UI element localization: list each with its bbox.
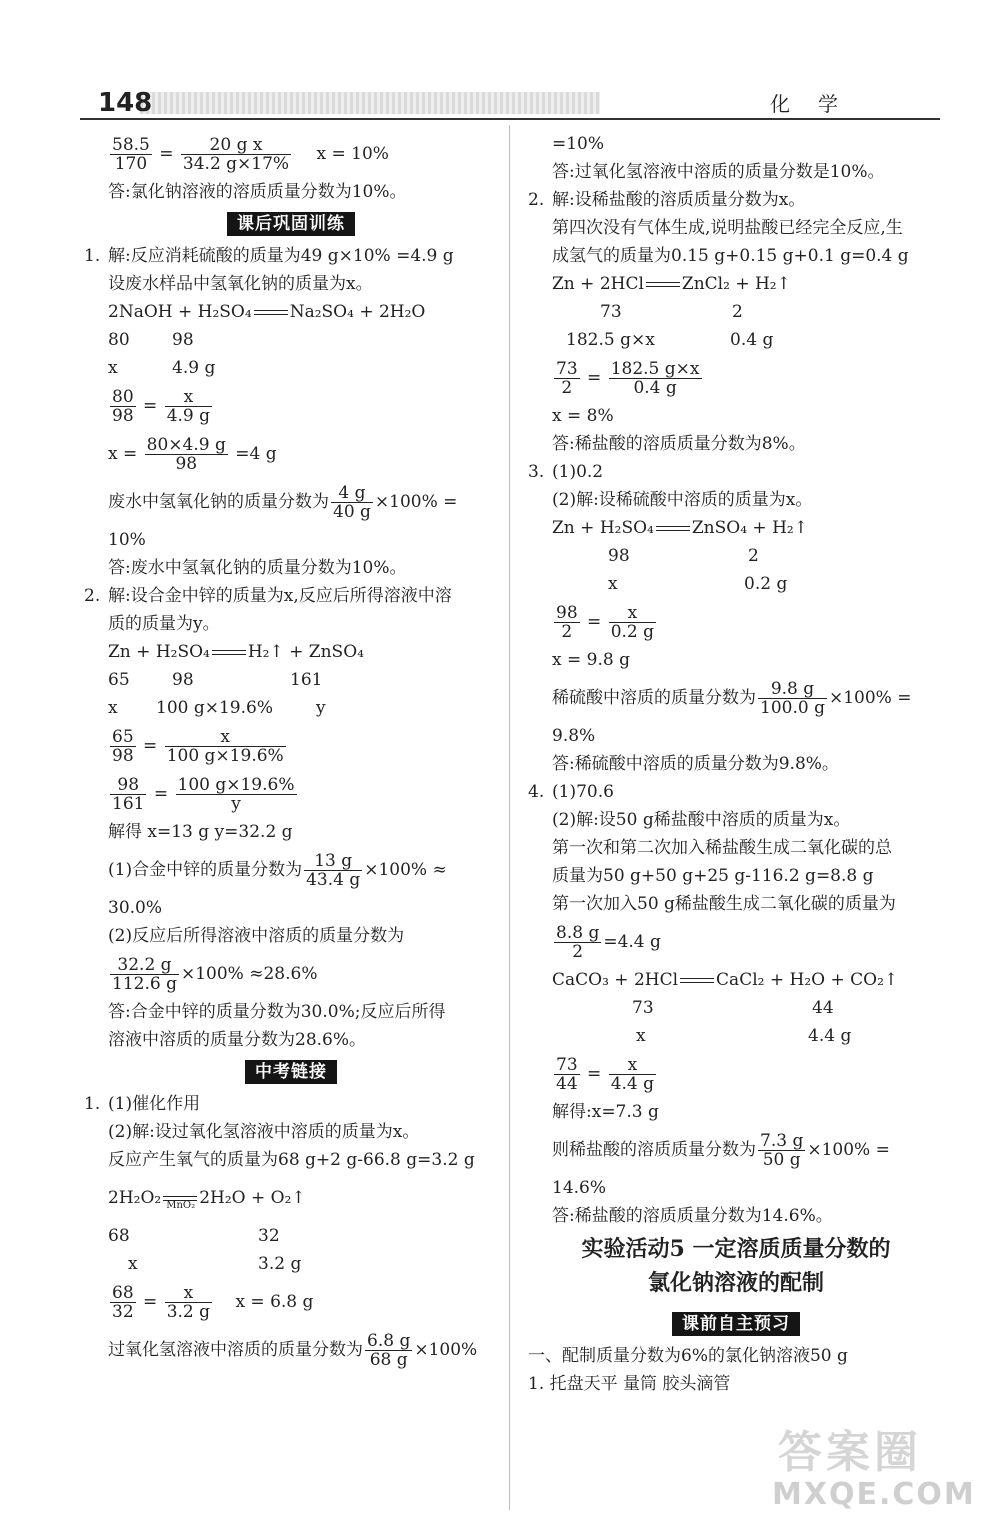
answer-line: 答:氯化钠溶液的溶质质量分数为10%。 — [108, 182, 407, 202]
header-rule — [80, 118, 940, 120]
fraction: $\frac{58.5}{170}$ — [112, 135, 150, 174]
watermark-url: MXQE.COM — [772, 1477, 976, 1512]
question-4-line: 4. (1)70.6 — [528, 782, 614, 802]
question-2-line: 2. 解:设合金中锌的质量为x,反应后所得溶液中溶 — [84, 586, 452, 606]
ratio-row: 98 2 — [608, 546, 759, 566]
solution-line: 解得:x=7.3 g — [552, 1102, 659, 1122]
text-line: 反应产生氧气的质量为68 g+2 g-66.8 g=3.2 g — [108, 1150, 475, 1170]
text-line: (2)解:设稀硫酸中溶质的质量为x。 — [552, 490, 813, 510]
ratio-row: 73 44 — [632, 998, 834, 1018]
proportion: $\frac{73}{2}$ = $\frac{182.5 g\times x}{0.4 g}$ — [556, 359, 700, 398]
watermark-logo — [772, 1416, 976, 1512]
text-line: 一、配制质量分数为6%的氯化钠溶液50 g — [528, 1346, 848, 1366]
exam-question-1: 1. (1)催化作用 — [84, 1094, 201, 1114]
solution-line: 解得 x=13 g y=32.2 g — [108, 822, 293, 842]
chemical-equation: Zn + H₂SO₄ H₂↑ + ZnSO₄ — [108, 642, 364, 662]
subject-title: 化学 — [770, 92, 866, 116]
text-line: 质的质量为y。 — [108, 614, 220, 634]
section-banner-exam-link: 中考链接 — [84, 1054, 498, 1090]
fraction-line: $\frac{58.5}{170}$ = $\frac{\text{20 g x}}{34.2 g\times 17\%}$ x = 10% — [112, 135, 389, 174]
text-line: (2)解:设过氧化氢溶液中溶质的质量为x。 — [108, 1122, 420, 1142]
percent-line: 则稀盐酸的溶质质量分数为 $\frac{7.3 g}{50 g}$ ×100% = — [552, 1131, 890, 1170]
percent-line: 过氧化氢溶液中溶质的质量分数为 $\frac{6.8 g}{68 g}$ ×100% — [108, 1331, 478, 1370]
answer-line: 溶液中溶质的质量分数为28.6%。 — [108, 1030, 367, 1050]
chemical-equation: 2H₂O₂ MnO₂ 2H₂O + O₂↑ — [108, 1188, 306, 1211]
percent-line: 稀硫酸中溶质的质量分数为 $\frac{9.8 g}{100.0 g}$ ×100% = — [552, 679, 912, 718]
left-column — [84, 130, 498, 1374]
chemical-equation: 2NaOH + H₂SO₄ Na₂SO₄ + 2H₂O — [108, 302, 426, 322]
fraction: $\frac{\text{20 g x}}{34.2 g\times 17\%}$ — [182, 135, 290, 174]
percent-line: (1)合金中锌的质量分数为 $\frac{13 g}{43.4 g}$ ×100% ≈ — [108, 851, 447, 890]
text-line: 质量为50 g+50 g+25 g-116.2 g=8.8 g — [552, 866, 874, 886]
page-header — [80, 86, 940, 120]
section-title-line-2: 氯化钠溶液的配制 — [647, 1270, 824, 1296]
ratio-row: 65 98 161 — [108, 670, 323, 690]
text-line: (2)解:设50 g稀盐酸中溶质的质量为x。 — [552, 810, 851, 830]
percent-line: 废水中氢氧化钠的质量分数为 $\frac{4 g}{40 g}$ ×100% = — [108, 483, 458, 522]
text-line: 第一次加入50 g稀盐酸生成二氧化碳的质量为 — [552, 894, 896, 914]
ratio-row: x 3.2 g — [128, 1254, 302, 1274]
answer-line: 答:废水中氢氧化钠的质量分数为10%。 — [108, 558, 407, 578]
text-line: 设废水样品中氢氧化钠的质量为x。 — [108, 274, 373, 294]
answer-line: 答:稀硫酸中溶质的质量分数为9.8%。 — [552, 754, 839, 774]
text-line: 第四次没有气体生成,说明盐酸已经完全反应,生 — [552, 218, 903, 238]
proportion: $\frac{68}{32}$ = $\frac{x}{3.2 g}$ x = 6.8 g — [112, 1283, 314, 1322]
equals-sign — [254, 310, 288, 315]
watermark-chars: 答案圈 — [778, 1427, 922, 1478]
header-decoration — [140, 92, 600, 114]
ratio-row: 68 32 — [108, 1226, 280, 1246]
result-line: x = 9.8 g — [552, 650, 630, 670]
text-line: 第一次和第二次加入稀盐酸生成二氧化碳的总 — [552, 838, 892, 858]
percent-line: $\frac{32.2 g}{112.6 g}$ ×100% ≈28.6% — [112, 955, 318, 994]
result-line: =10% — [552, 134, 605, 154]
ratio-row: 73 2 — [600, 302, 743, 322]
proportion: $\frac{65}{98}$ = $\frac{x}{100 g\times 19.6\%}$ — [112, 727, 284, 766]
proportion: $\frac{98}{2}$ = $\frac{x}{0.2 g}$ — [556, 603, 655, 642]
question-2-line: 2. 解:设稀盐酸的溶质质量分数为x。 — [528, 190, 806, 210]
text-line: (2)反应后所得溶液中溶质的质量分数为 — [108, 926, 405, 946]
chemical-equation: CaCO₃ + 2HCl CaCl₂ + H₂O + CO₂↑ — [552, 970, 899, 990]
proportion: $\frac{80}{98}$ = $\frac{x}{4.9 g}$ — [112, 387, 211, 426]
ratio-row: x 0.2 g — [608, 574, 788, 594]
answer-line: 答:稀盐酸的溶质质量分数为8%。 — [552, 434, 806, 454]
chemical-equation: Zn + H₂SO₄ ZnSO₄ + H₂↑ — [552, 518, 808, 538]
ratio-row: 182.5 g×x 0.4 g — [566, 330, 774, 350]
question-3-line: 3. (1)0.2 — [528, 462, 604, 482]
section-banner-after-class: 课后巩固训练 — [84, 206, 498, 242]
section-banner-preview: 课前自主预习 — [528, 1306, 944, 1342]
ratio-row: x 4.9 g — [108, 358, 216, 378]
proportion: $\frac{73}{44}$ = $\frac{x}{4.4 g}$ — [556, 1055, 655, 1094]
result-line: 14.6% — [552, 1178, 607, 1198]
result-line: x = 8% — [552, 406, 614, 426]
chemical-equation: Zn + 2HCl ZnCl₂ + H₂↑ — [552, 274, 791, 294]
column-divider — [509, 125, 510, 1510]
catalyst-equals-sign: MnO₂ — [163, 1196, 197, 1201]
text-line: 1. 托盘天平 量筒 胶头滴管 — [528, 1374, 731, 1394]
fraction-line: $\frac{8.8 g}{2}$ =4.4 g — [556, 923, 661, 962]
result-line: 9.8% — [552, 726, 596, 746]
page-number: 148 — [98, 88, 153, 118]
ratio-row: x 100 g×19.6% y — [108, 698, 326, 718]
right-column — [528, 130, 944, 1398]
answer-line: 答:合金中锌的质量分数为30.0%;反应后所得 — [108, 1002, 446, 1022]
answer-line: 答:过氧化氢溶液中溶质的质量分数是10%。 — [552, 162, 885, 182]
question-1-line: 1. 解:反应消耗硫酸的质量为49 g×10% =4.9 g — [84, 246, 454, 266]
ratio-row: x 4.4 g — [636, 1026, 852, 1046]
text-line: 成氢气的质量为0.15 g+0.15 g+0.1 g=0.4 g — [552, 246, 909, 266]
result-line: 10% — [108, 530, 146, 550]
answer-line: 答:稀盐酸的溶质质量分数为14.6%。 — [552, 1206, 833, 1226]
section-title-line-1: 实验活动5 一定溶质质量分数的 — [581, 1236, 891, 1262]
proportion: $\frac{98}{161}$ = $\frac{100 g\times 19.6\%}{y}$ — [112, 775, 295, 814]
ratio-row: 80 98 — [108, 330, 194, 350]
result-line: 30.0% — [108, 898, 163, 918]
proportion: x = $\frac{80\times 4.9 g}{98}$ =4 g — [108, 435, 277, 474]
